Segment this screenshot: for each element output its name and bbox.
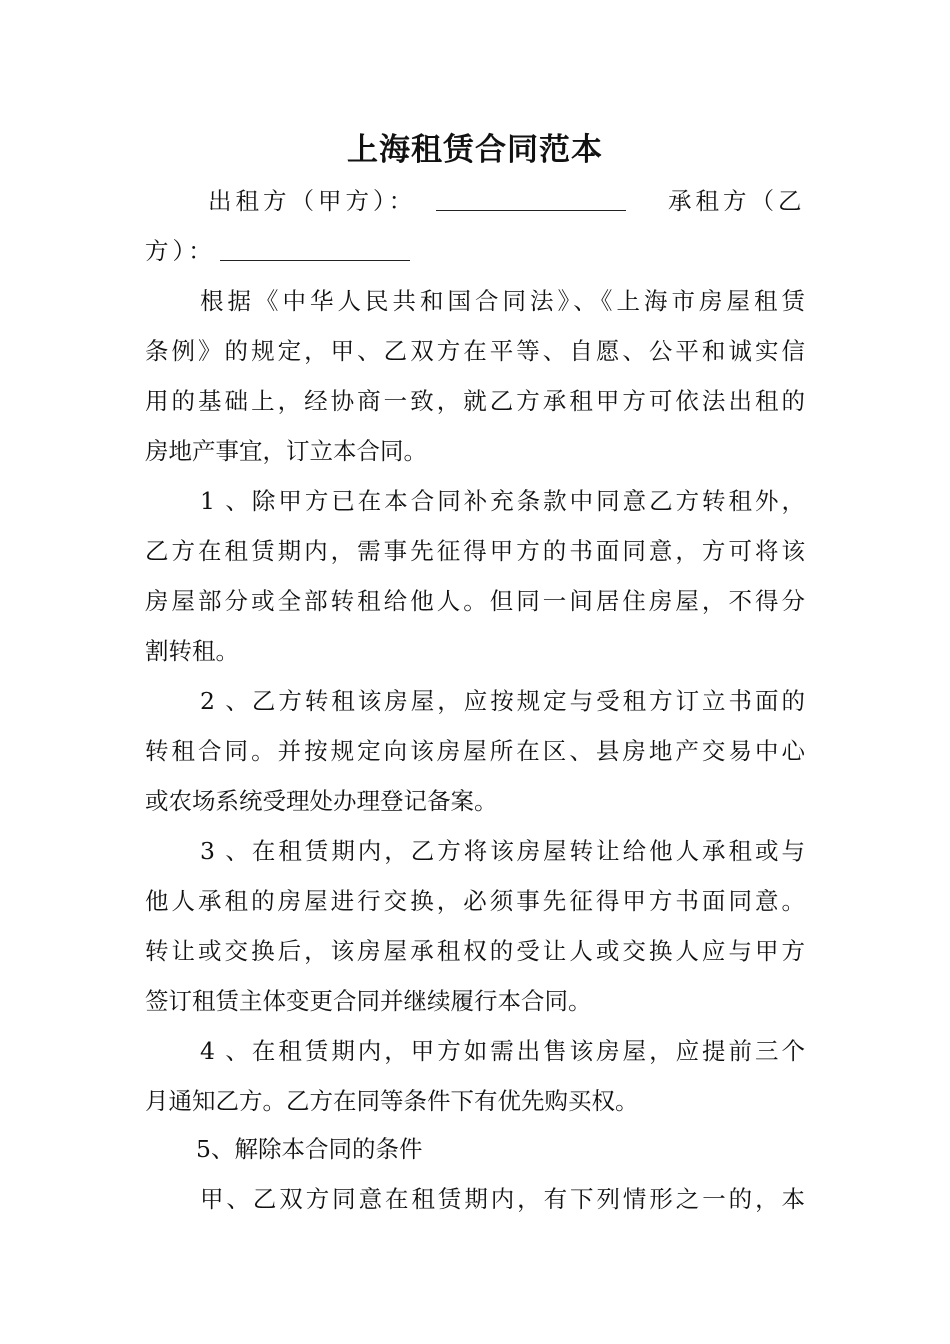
intro-line: 用的基础上，经协商一致，就乙方承租甲方可依法出租的 xyxy=(145,387,805,415)
clause2-line: 或农场系统受理处办理登记备案。 xyxy=(145,787,498,815)
lessee-label-part1: 承租方（乙 xyxy=(668,187,806,215)
clause3-line: 他人承租的房屋进行交换，必须事先征得甲方书面同意。 xyxy=(145,887,805,915)
clause1-line: 乙方在租赁期内，需事先征得甲方的书面同意，方可将该 xyxy=(145,537,805,565)
intro-line: 房地产事宜，订立本合同。 xyxy=(145,437,427,465)
clause3-line: 3 、在租赁期内，乙方将该房屋转让给他人承租或与 xyxy=(200,837,805,865)
lessee-label-part2: 方）： xyxy=(145,237,216,265)
clause5-line: 甲、乙双方同意在租赁期内，有下列情形之一的，本 xyxy=(200,1185,805,1213)
lessor-label: 出租方（甲方）： xyxy=(208,187,417,215)
intro-line: 条例》的规定，甲、乙双方在平等、自愿、公平和诚实信 xyxy=(145,337,805,365)
clause5-heading: 5、解除本合同的条件 xyxy=(196,1135,423,1163)
clause2-line: 转租合同。并按规定向该房屋所在区、县房地产交易中心 xyxy=(145,737,805,765)
clause1-line: 割转租。 xyxy=(145,637,239,665)
clause4-line: 月通知乙方。乙方在同等条件下有优先购买权。 xyxy=(145,1087,639,1115)
clause1-line: 房屋部分或全部转租给他人。但同一间居住房屋，不得分 xyxy=(145,587,805,615)
lessor-blank xyxy=(436,188,626,211)
document-title: 上海租赁合同范本 xyxy=(347,132,603,168)
lessee-blank xyxy=(220,238,410,261)
clause3-line: 签订租赁主体变更合同并继续履行本合同。 xyxy=(145,987,592,1015)
clause4-line: 4 、在租赁期内，甲方如需出售该房屋，应提前三个 xyxy=(200,1037,805,1065)
intro-line: 根据《中华人民共和国合同法》、《上海市房屋租赁 xyxy=(200,287,805,315)
clause1-line: 1 、除甲方已在本合同补充条款中同意乙方转租外， xyxy=(200,487,805,515)
clause2-line: 2 、乙方转租该房屋，应按规定与受租方订立书面的 xyxy=(200,687,805,715)
clause3-line: 转让或交换后，该房屋承租权的受让人或交换人应与甲方 xyxy=(145,937,805,965)
